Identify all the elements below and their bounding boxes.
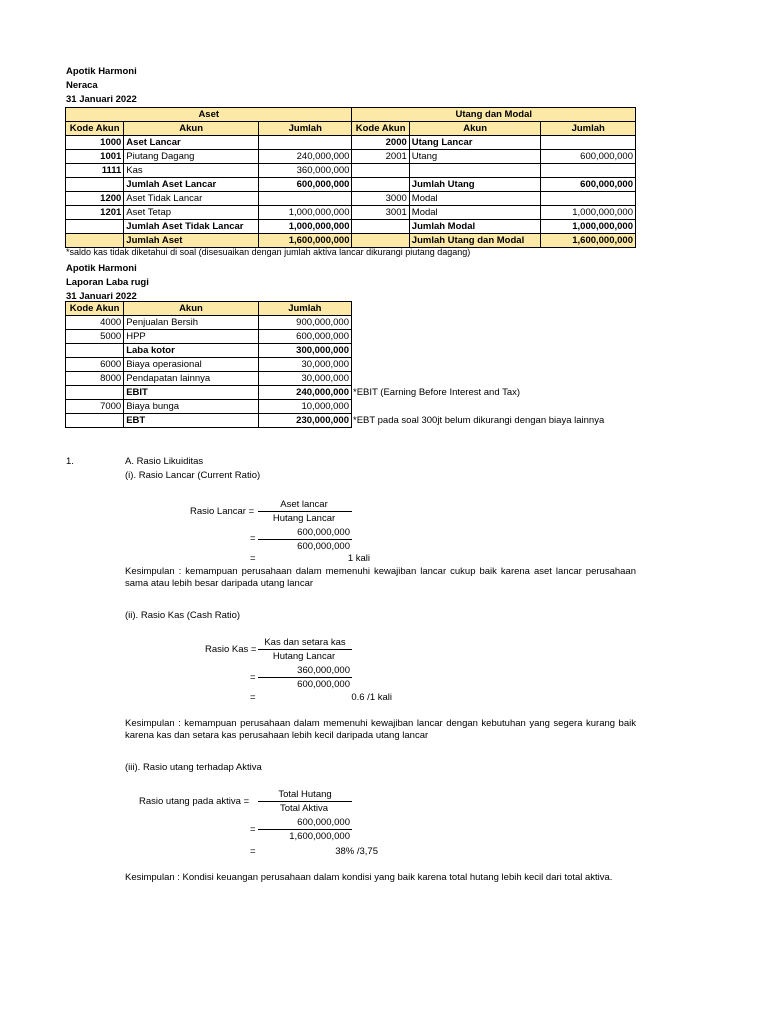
akun-cell: Aset Tetap	[124, 206, 259, 220]
ratio1-numerator: Aset lancar	[280, 499, 328, 510]
labarugi-company: Apotik Harmoni	[66, 263, 137, 274]
table-row	[66, 372, 352, 386]
col-header-jumlah: Jumlah	[541, 122, 636, 136]
akun-cell: EBIT	[124, 386, 258, 400]
kode-cell: 7000	[66, 400, 124, 414]
ratio2-result: 0.6 /1 kali	[351, 692, 392, 703]
equals-sign: =	[250, 672, 256, 683]
fraction-line	[258, 677, 352, 678]
jumlah-cell: 600,000,000	[541, 178, 636, 192]
table-row	[66, 220, 636, 234]
equals-sign: =	[250, 553, 256, 564]
kode-cell: 8000	[66, 372, 124, 386]
akun-cell: Utang Lancar	[409, 136, 541, 150]
neraca-company: Apotik Harmoni	[66, 66, 137, 77]
akun-cell: Modal	[409, 206, 541, 220]
ratio3-result: 38% /3,75	[335, 846, 378, 857]
table-row-total	[66, 234, 636, 248]
jumlah-cell: 240,000,000	[258, 386, 351, 400]
equals-sign: =	[250, 692, 256, 703]
akun-cell	[409, 164, 541, 178]
table-row	[66, 136, 636, 150]
akun-cell: HPP	[124, 330, 258, 344]
fraction-line	[258, 829, 352, 830]
akun-cell: EBT	[124, 414, 258, 428]
section-title: A. Rasio Likuiditas	[125, 456, 204, 467]
akun-cell: Biaya bunga	[124, 400, 258, 414]
jumlah-cell: 1,000,000,000	[259, 206, 352, 220]
total-utang-modal-value: 1,600,000,000	[541, 234, 636, 248]
neraca-date: 31 Januari 2022	[66, 94, 137, 105]
jumlah-cell	[541, 136, 636, 150]
jumlah-cell	[259, 192, 352, 206]
jumlah-cell: 900,000,000	[258, 316, 351, 330]
akun-cell: Laba kotor	[124, 344, 258, 358]
ratio2-value-num: 360,000,000	[297, 665, 350, 676]
jumlah-cell: 30,000,000	[258, 358, 351, 372]
jumlah-cell: 1,000,000,000	[541, 206, 636, 220]
table-row	[66, 330, 352, 344]
ratio2-label: Rasio Kas =	[205, 644, 257, 655]
equals-sign: =	[250, 824, 256, 835]
jumlah-cell: 360,000,000	[259, 164, 352, 178]
col-header-akun: Akun	[409, 122, 541, 136]
table-row	[66, 414, 352, 428]
ratio1-conclusion: Kesimpulan : kemampuan perusahaan dalam memenuhi kewajiban lancar cukup baik karena aset lancar perusahaan sama atau lebih besar daripada utang lancar	[125, 566, 636, 589]
table-row	[66, 344, 352, 358]
equals-sign: =	[250, 533, 256, 544]
kode-cell	[66, 344, 124, 358]
jumlah-cell	[541, 164, 636, 178]
ratio2-value-den: 600,000,000	[297, 679, 350, 690]
jumlah-cell: 300,000,000	[258, 344, 351, 358]
total-utang-modal-label: Jumlah Utang dan Modal	[409, 234, 541, 248]
col-header-jumlah: Jumlah	[259, 122, 352, 136]
question-number: 1.	[66, 456, 74, 467]
table-row	[66, 150, 636, 164]
kode-cell: 1000	[66, 136, 124, 150]
akun-cell: Utang	[409, 150, 541, 164]
fraction-line	[258, 539, 352, 540]
ratio2-conclusion: Kesimpulan : kemampuan perusahaan dalam memenuhi kewajiban lancar dengan kebutuhan yang segera kurang baik karena kas dan setara kas perusahaan lebih kecil daripada utang lancar	[125, 718, 636, 741]
kode-cell: 1001	[66, 150, 124, 164]
akun-cell: Pendapatan lainnya	[124, 372, 258, 386]
row-note: *EBIT (Earning Before Interest and Tax)	[353, 387, 521, 398]
income-statement-table	[65, 301, 352, 428]
jumlah-cell: 600,000,000	[541, 150, 636, 164]
akun-cell: Jumlah Utang	[409, 178, 541, 192]
akun-cell: Modal	[409, 192, 541, 206]
akun-cell: Aset Tidak Lancar	[124, 192, 259, 206]
kode-cell: 5000	[66, 330, 124, 344]
kode-cell	[352, 178, 409, 192]
ratio1-denominator: Hutang Lancar	[272, 513, 336, 524]
kode-cell: 3001	[352, 206, 409, 220]
total-aset-label: Jumlah Aset	[124, 234, 259, 248]
kode-cell	[352, 164, 409, 178]
table-row	[66, 164, 636, 178]
ratio2-numerator: Kas dan setara kas	[264, 637, 346, 648]
neraca-note: *saldo kas tidak diketahui di soal (disesuaikan dengan jumlah aktiva lancar dikurangi piutang dagang)	[66, 247, 471, 257]
kode-cell: 6000	[66, 358, 124, 372]
kode-cell: 2000	[352, 136, 409, 150]
jumlah-cell: 1,000,000,000	[259, 220, 352, 234]
table-row	[66, 316, 352, 330]
jumlah-cell	[259, 136, 352, 150]
ratio3-conclusion: Kesimpulan : Kondisi keuangan perusahaan dalam kondisi yang baik karena total hutang lebih kecil dari total aktiva.	[125, 872, 613, 883]
akun-cell: Penjualan Bersih	[124, 316, 258, 330]
col-header-akun: Akun	[124, 302, 258, 316]
jumlah-cell: 1,000,000,000	[541, 220, 636, 234]
ratio3-title: (iii). Rasio utang terhadap Aktiva	[125, 762, 262, 773]
balance-sheet-table	[65, 107, 636, 248]
kode-cell: 4000	[66, 316, 124, 330]
col-header-kode: Kode Akun	[352, 122, 409, 136]
kode-cell: 1201	[66, 206, 124, 220]
labarugi-date: 31 Januari 2022	[66, 291, 137, 302]
kode-cell: 3000	[352, 192, 409, 206]
ratio1-value-num: 600,000,000	[297, 527, 350, 538]
kode-cell: 1200	[66, 192, 124, 206]
group-header-utang-modal: Utang dan Modal	[352, 108, 636, 122]
ratio1-label: Rasio Lancar =	[190, 506, 255, 517]
akun-cell: Kas	[124, 164, 259, 178]
ratio1-title: (i). Rasio Lancar (Current Ratio)	[125, 470, 261, 481]
fraction-line	[258, 649, 352, 650]
col-header-akun: Akun	[124, 122, 259, 136]
group-header-aset: Aset	[66, 108, 352, 122]
akun-cell: Jumlah Modal	[409, 220, 541, 234]
kode-cell	[66, 178, 124, 192]
jumlah-cell: 600,000,000	[258, 330, 351, 344]
akun-cell: Aset Lancar	[124, 136, 259, 150]
table-row	[66, 192, 636, 206]
table-row	[66, 178, 636, 192]
total-aset-value: 1,600,000,000	[259, 234, 352, 248]
kode-cell	[66, 414, 124, 428]
kode-cell	[66, 220, 124, 234]
jumlah-cell: 240,000,000	[259, 150, 352, 164]
ratio2-title: (ii). Rasio Kas (Cash Ratio)	[125, 610, 241, 621]
ratio3-denominator: Total Aktiva	[279, 803, 329, 814]
equals-sign: =	[250, 846, 256, 857]
jumlah-cell: 10,000,000	[258, 400, 351, 414]
table-row	[66, 386, 352, 400]
jumlah-cell: 30,000,000	[258, 372, 351, 386]
akun-cell: Piutang Dagang	[124, 150, 259, 164]
ratio1-value-den: 600,000,000	[297, 541, 350, 552]
ratio3-numerator: Total Hutang	[278, 789, 332, 800]
jumlah-cell: 600,000,000	[259, 178, 352, 192]
col-header-kode: Kode Akun	[66, 122, 124, 136]
ratio3-label: Rasio utang pada aktiva =	[139, 796, 250, 807]
col-header-jumlah: Jumlah	[258, 302, 351, 316]
jumlah-cell: 230,000,000	[258, 414, 351, 428]
fraction-line	[258, 511, 352, 512]
ratio3-value-den: 1,600,000,000	[289, 831, 350, 842]
ratio3-value-num: 600,000,000	[297, 817, 350, 828]
kode-cell	[66, 386, 124, 400]
row-note: *EBT pada soal 300jt belum dikurangi dengan biaya lainnya	[353, 415, 605, 426]
kode-cell: 1111	[66, 164, 124, 178]
kode-cell: 2001	[352, 150, 409, 164]
table-row	[66, 358, 352, 372]
ratio1-result: 1 kali	[347, 553, 370, 564]
col-header-kode: Kode Akun	[66, 302, 124, 316]
labarugi-title: Laporan Laba rugi	[66, 277, 149, 288]
ratio2-denominator: Hutang Lancar	[272, 651, 336, 662]
table-row	[66, 206, 636, 220]
akun-cell: Jumlah Aset Tidak Lancar	[124, 220, 259, 234]
kode-cell	[352, 220, 409, 234]
table-row	[66, 400, 352, 414]
fraction-line	[258, 801, 352, 802]
akun-cell: Jumlah Aset Lancar	[124, 178, 259, 192]
neraca-title: Neraca	[66, 80, 98, 91]
akun-cell: Biaya operasional	[124, 358, 258, 372]
jumlah-cell	[541, 192, 636, 206]
